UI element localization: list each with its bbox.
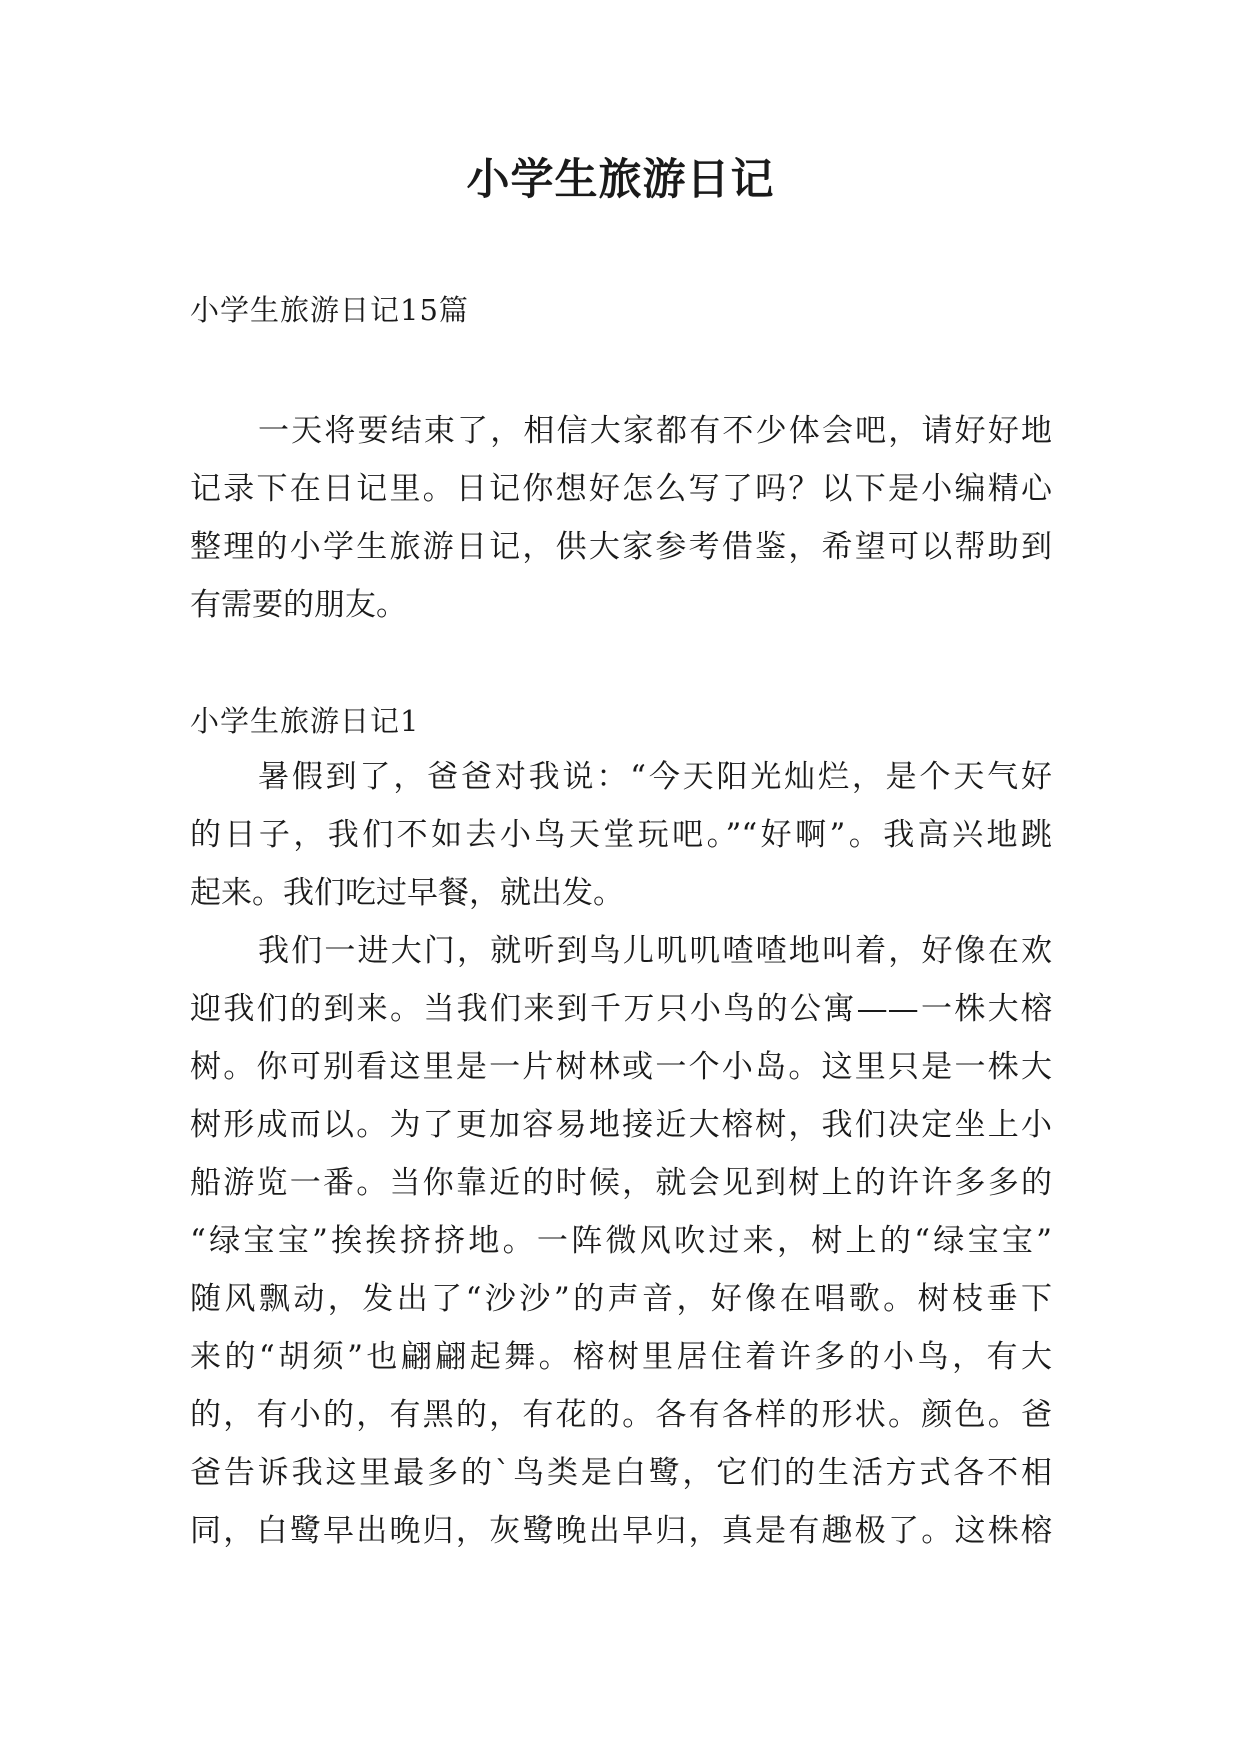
intro-line: 记录下在日记里。日记你想好怎么写了吗？以下是小编精心 <box>190 471 1052 507</box>
body-line: 我们一进大门，就听到鸟儿叽叽喳喳地叫着，好像在欢 <box>258 933 1052 969</box>
body-line: 起来。我们吃过早餐，就出发。 <box>190 875 624 911</box>
body-line: 暑假到了，爸爸对我说：“今天阳光灿烂，是个天气好 <box>258 759 1052 795</box>
body-line: 树形成而以。为了更加容易地接近大榕树，我们决定坐上小 <box>190 1107 1052 1143</box>
section-heading: 小学生旅游日记1 <box>190 704 420 738</box>
body-line: 爸告诉我这里最多的`鸟类是白鹭，它们的生活方式各不相 <box>190 1455 1052 1491</box>
document-title: 小学生旅游日记 <box>466 155 775 205</box>
body-line: 船游览一番。当你靠近的时候，就会见到树上的许许多多的 <box>190 1165 1052 1201</box>
body-line: 树。你可别看这里是一片树林或一个小岛。这里只是一株大 <box>190 1049 1052 1085</box>
document-subtitle: 小学生旅游日记15篇 <box>190 293 469 327</box>
body-line: 随风飘动，发出了“沙沙”的声音，好像在唱歌。树枝垂下 <box>190 1281 1052 1317</box>
body-line: 的，有小的，有黑的，有花的。各有各样的形状。颜色。爸 <box>190 1397 1052 1433</box>
body-line: 同，白鹭早出晚归，灰鹭晚出早归，真是有趣极了。这株榕 <box>190 1513 1052 1549</box>
body-line: “绿宝宝”挨挨挤挤地。一阵微风吹过来，树上的“绿宝宝” <box>190 1223 1052 1259</box>
body-line: 迎我们的到来。当我们来到千万只小鸟的公寓——一株大榕 <box>190 991 1052 1027</box>
body-line: 的日子，我们不如去小鸟天堂玩吧。”“好啊”。我高兴地跳 <box>190 817 1052 853</box>
intro-line: 整理的小学生旅游日记，供大家参考借鉴，希望可以帮助到 <box>190 529 1052 565</box>
intro-line: 有需要的朋友。 <box>190 587 407 623</box>
intro-line: 一天将要结束了，相信大家都有不少体会吧，请好好地 <box>258 413 1052 449</box>
body-line: 来的“胡须”也翩翩起舞。榕树里居住着许多的小鸟，有大 <box>190 1339 1052 1375</box>
